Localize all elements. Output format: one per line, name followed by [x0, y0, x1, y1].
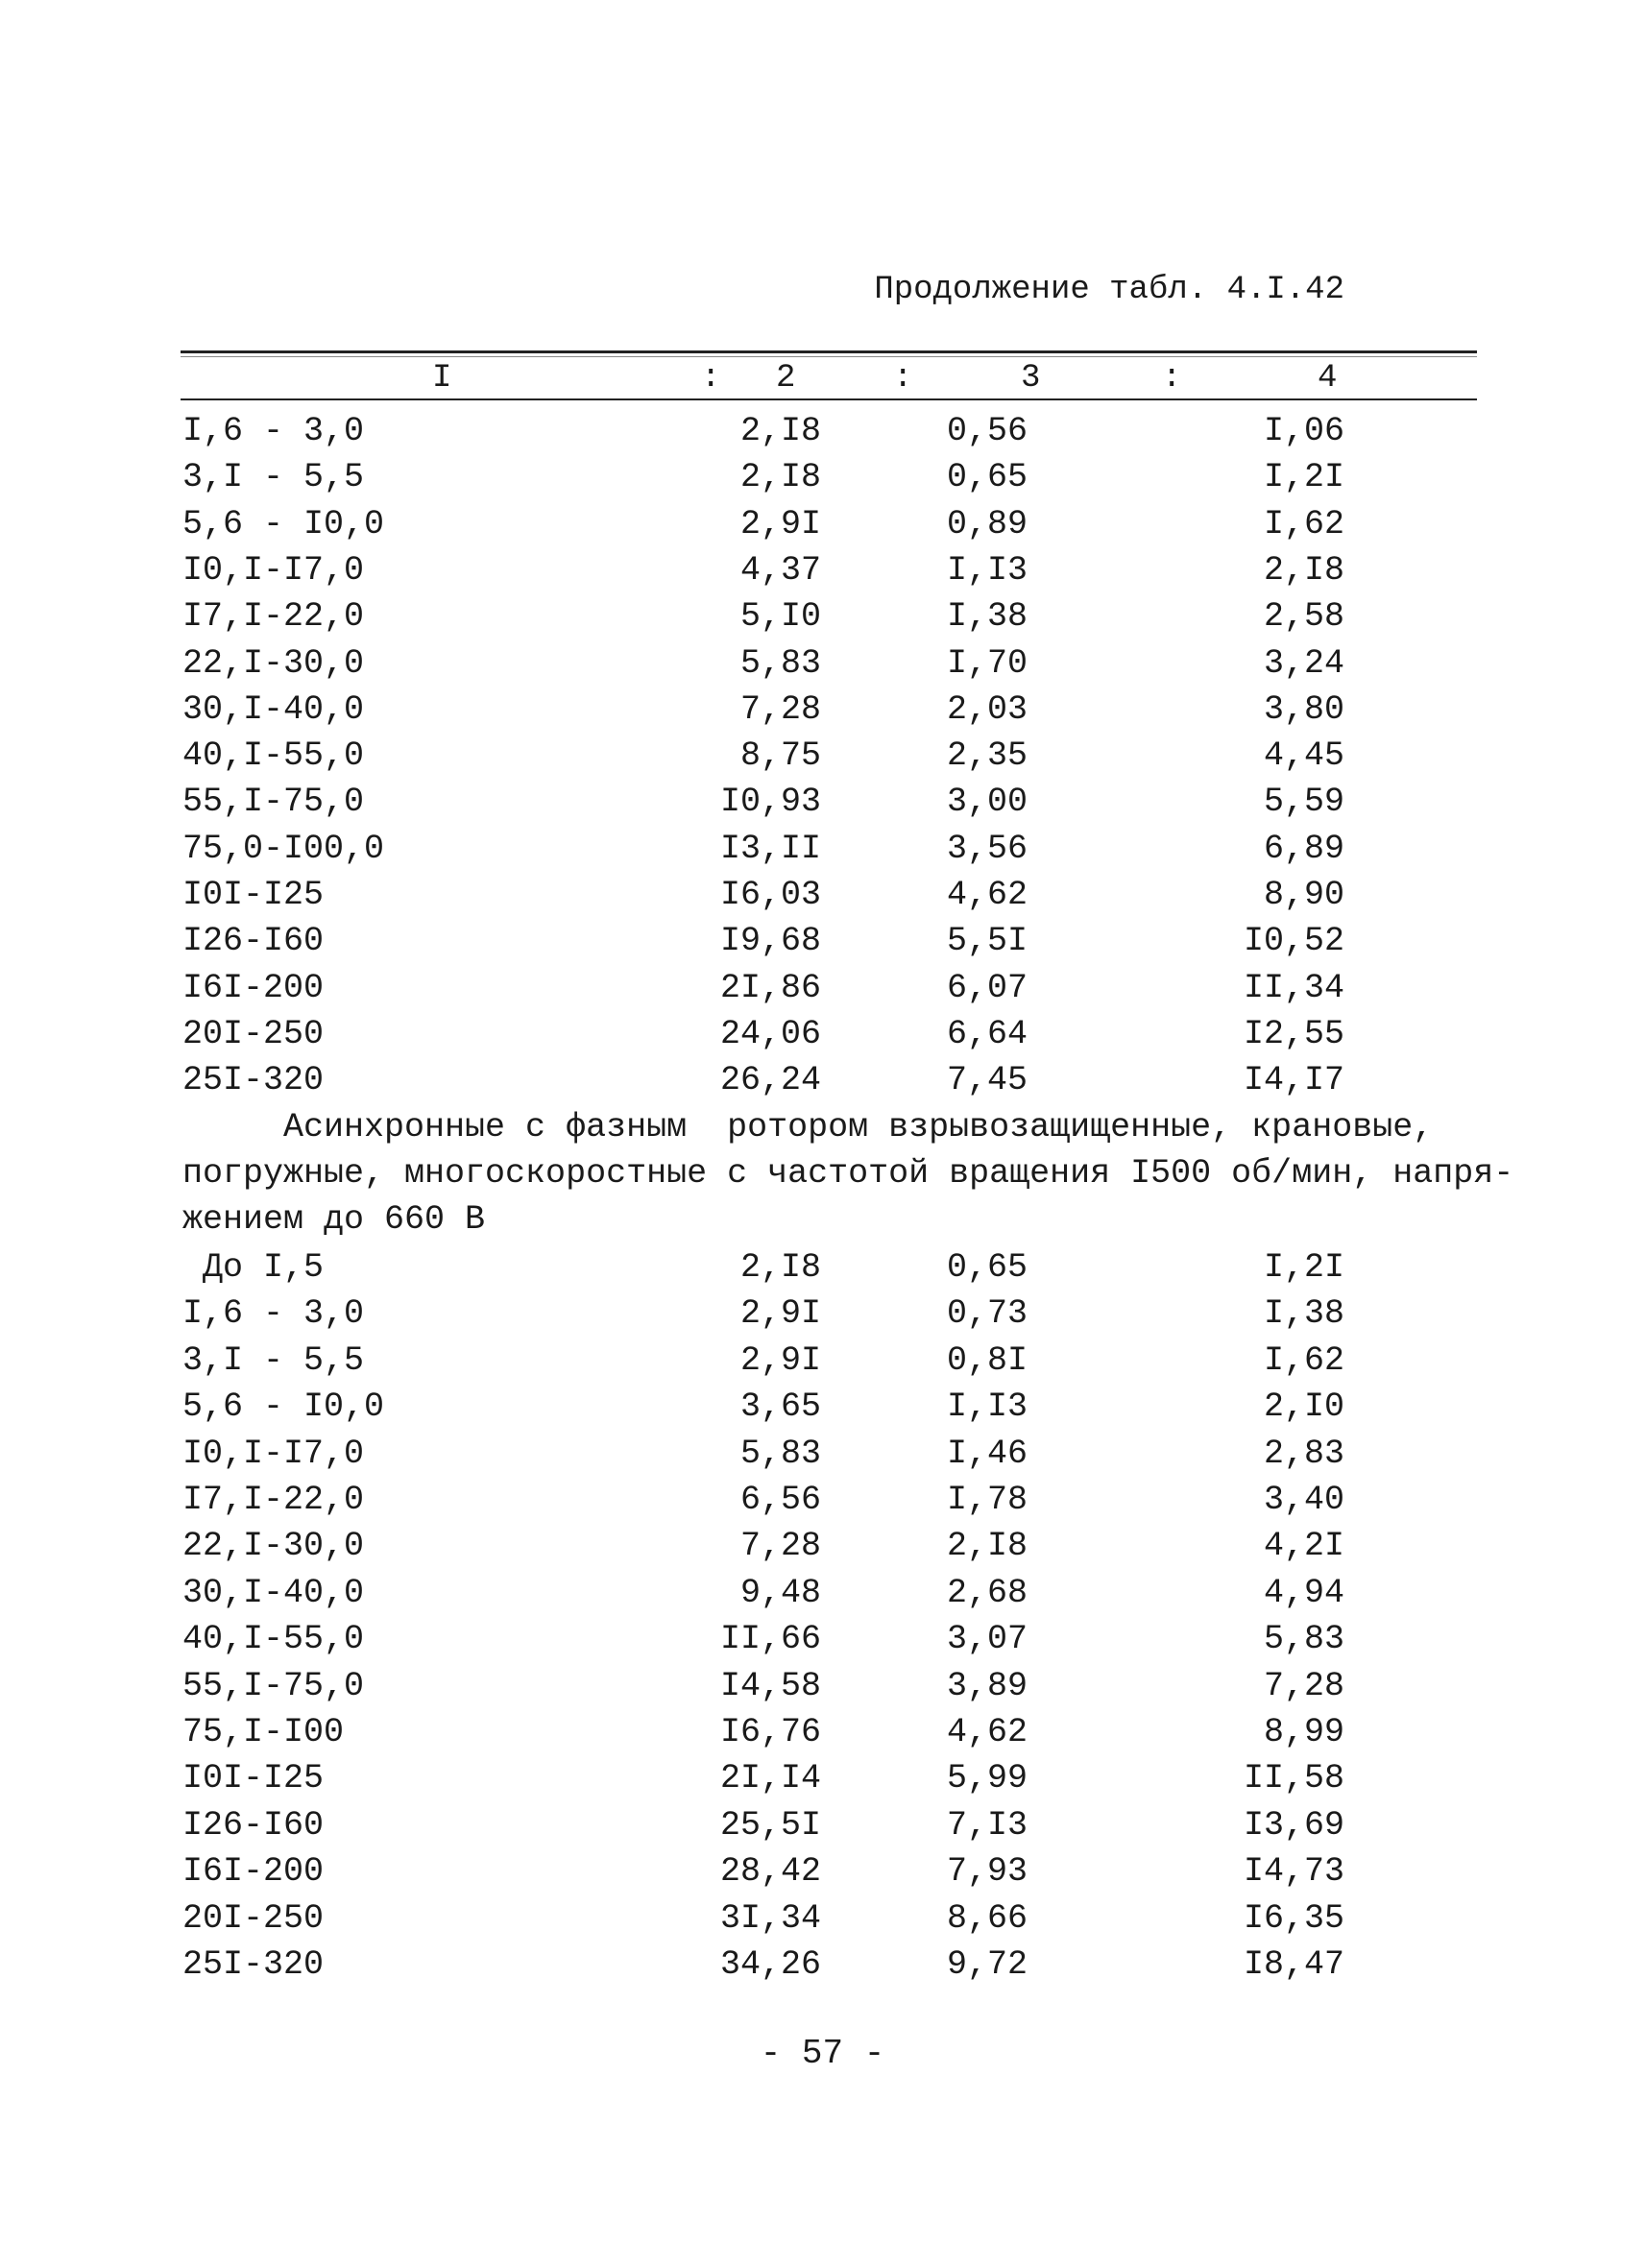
cell-col-4: 5,59: [1263, 783, 1344, 822]
cell-col-2: 25,5I: [719, 1805, 821, 1845]
cell-col-1: 5,6 - I0,0: [182, 504, 385, 543]
cell-col-3: 2,03: [946, 689, 1028, 729]
cell-col-1: 20I-250: [182, 1014, 325, 1053]
cell-col-2: I3,II: [719, 829, 821, 868]
header-col-3: 3: [1021, 360, 1041, 397]
table-row: [0, 1244, 1645, 1291]
cell-col-3: 6,64: [946, 1014, 1028, 1053]
cell-col-3: I,38: [946, 597, 1028, 637]
cell-col-2: 2,I8: [739, 458, 821, 497]
header-sep-1: :: [701, 360, 721, 397]
cell-col-3: 3,56: [946, 829, 1028, 868]
cell-col-2: 5,I0: [739, 597, 821, 637]
cell-col-1: 25I-320: [182, 1945, 325, 1984]
cell-col-2: 2,9I: [739, 1294, 821, 1334]
cell-col-2: 2,I8: [739, 1248, 821, 1287]
cell-col-2: 2I,86: [719, 968, 821, 1007]
cell-col-4: 4,45: [1263, 736, 1344, 776]
cell-col-4: 4,2I: [1263, 1527, 1344, 1566]
table-row: [0, 1895, 1645, 1942]
cell-col-2: I9,68: [719, 922, 821, 961]
cell-col-2: 2,I8: [739, 412, 821, 450]
table-caption: Продолжение табл. 4.I.42: [874, 272, 1344, 308]
cell-col-4: I,2I: [1263, 458, 1344, 497]
cell-col-2: 7,28: [739, 1527, 821, 1566]
table-row: [0, 826, 1645, 872]
table-row: [0, 918, 1645, 964]
cell-col-3: 0,8I: [946, 1340, 1028, 1380]
cell-col-4: I4,73: [1243, 1852, 1344, 1892]
cell-col-1: 5,6 - I0,0: [182, 1387, 385, 1427]
cell-col-2: 2,9I: [739, 1340, 821, 1380]
cell-col-2: 28,42: [719, 1852, 821, 1892]
cell-col-4: I3,69: [1243, 1805, 1344, 1845]
table-row: [0, 1755, 1645, 1801]
cell-col-4: I,06: [1263, 412, 1344, 450]
table-top-rule-thin: [181, 356, 1477, 357]
table-row: [0, 1291, 1645, 1337]
table-row: [0, 965, 1645, 1011]
cell-col-1: 25I-320: [182, 1061, 325, 1100]
table-row: [0, 1384, 1645, 1430]
cell-col-3: 4,62: [946, 1713, 1028, 1751]
table-row: [0, 872, 1645, 918]
cell-col-4: I0,52: [1243, 922, 1344, 961]
header-col-2: 2: [776, 360, 796, 397]
cell-col-4: 2,83: [1263, 1434, 1344, 1473]
cell-col-1: 30,I-40,0: [182, 1573, 365, 1612]
table-row: [0, 1942, 1645, 1988]
cell-col-1: I0I-I25: [182, 1759, 325, 1798]
cell-col-1: До I,5: [182, 1248, 325, 1287]
cell-col-1: I0I-I25: [182, 876, 325, 914]
cell-col-1: 75,I-I00: [182, 1713, 345, 1751]
table-row: [0, 1802, 1645, 1848]
cell-col-1: I26-I60: [182, 922, 325, 961]
cell-col-1: 55,I-75,0: [182, 783, 365, 822]
table-row: [0, 547, 1645, 593]
cell-col-3: 8,66: [946, 1898, 1028, 1938]
cell-col-2: 24,06: [719, 1014, 821, 1053]
cell-col-1: I,6 - 3,0: [182, 412, 365, 450]
cell-col-4: 3,24: [1263, 643, 1344, 683]
cell-col-2: I6,76: [719, 1713, 821, 1751]
header-col-1: I: [432, 360, 452, 397]
table-row: [0, 1663, 1645, 1709]
cell-col-1: I6I-200: [182, 1852, 325, 1892]
table-row: [0, 501, 1645, 547]
cell-col-3: 7,I3: [946, 1805, 1028, 1845]
cell-col-3: I,I3: [946, 1387, 1028, 1427]
table-row: [0, 1523, 1645, 1569]
cell-col-2: 26,24: [719, 1061, 821, 1100]
cell-col-3: 3,89: [946, 1666, 1028, 1705]
cell-col-4: 2,58: [1263, 597, 1344, 637]
header-col-4: 4: [1318, 360, 1338, 397]
header-sep-3: :: [1162, 360, 1182, 397]
cell-col-4: I,62: [1263, 504, 1344, 543]
cell-col-3: I,70: [946, 643, 1028, 683]
cell-col-2: 9,48: [739, 1573, 821, 1612]
cell-col-1: I7,I-22,0: [182, 1481, 365, 1519]
cell-col-3: 0,65: [946, 458, 1028, 497]
cell-col-3: I,78: [946, 1481, 1028, 1519]
cell-col-3: I,46: [946, 1434, 1028, 1473]
table-row: [0, 1431, 1645, 1477]
cell-col-1: 3,I - 5,5: [182, 458, 365, 497]
table-row: [0, 408, 1645, 454]
table-row: [0, 1057, 1645, 1103]
cell-col-2: II,66: [719, 1620, 821, 1659]
page-number: - 57 -: [760, 2034, 885, 2073]
cell-col-3: 9,72: [946, 1945, 1028, 1984]
cell-col-4: I4,I7: [1243, 1061, 1344, 1100]
table-row: [0, 687, 1645, 733]
header-sep-2: :: [893, 360, 913, 397]
section-heading: [182, 1104, 1514, 1243]
cell-col-3: 0,89: [946, 504, 1028, 543]
cell-col-4: 3,40: [1263, 1481, 1344, 1519]
cell-col-2: 5,83: [739, 643, 821, 683]
table-row: [0, 1616, 1645, 1662]
table-row: [0, 1848, 1645, 1894]
table-row: [0, 733, 1645, 779]
cell-col-1: I7,I-22,0: [182, 597, 365, 637]
cell-col-2: 2I,I4: [719, 1759, 821, 1798]
table-row: [0, 1709, 1645, 1755]
cell-col-1: I0,I-I7,0: [182, 550, 365, 590]
cell-col-3: 2,35: [946, 736, 1028, 776]
cell-col-3: 2,I8: [946, 1527, 1028, 1566]
cell-col-1: 55,I-75,0: [182, 1666, 365, 1705]
cell-col-1: I6I-200: [182, 968, 325, 1007]
cell-col-3: 7,93: [946, 1852, 1028, 1892]
cell-col-1: 3,I - 5,5: [182, 1340, 365, 1380]
cell-col-1: I26-I60: [182, 1805, 325, 1845]
cell-col-4: 7,28: [1263, 1666, 1344, 1705]
cell-col-4: 2,I0: [1263, 1387, 1344, 1427]
cell-col-4: I,62: [1263, 1340, 1344, 1380]
cell-col-3: 5,5I: [946, 922, 1028, 961]
cell-col-2: 6,56: [739, 1481, 821, 1519]
cell-col-3: 0,73: [946, 1294, 1028, 1334]
cell-col-4: I2,55: [1243, 1014, 1344, 1053]
cell-col-3: 5,99: [946, 1759, 1028, 1798]
cell-col-1: 20I-250: [182, 1898, 325, 1938]
section-line-1: Асинхронные с фазным ротором взрывозащищенные, крановые,: [182, 1108, 1434, 1146]
cell-col-2: 3,65: [739, 1387, 821, 1427]
cell-col-4: I8,47: [1243, 1945, 1344, 1984]
header-bottom-rule: [181, 398, 1477, 400]
table-row: [0, 1570, 1645, 1616]
cell-col-3: 3,00: [946, 783, 1028, 822]
cell-col-2: I0,93: [719, 783, 821, 822]
cell-col-1: 40,I-55,0: [182, 736, 365, 776]
cell-col-4: 5,83: [1263, 1620, 1344, 1659]
cell-col-2: 3I,34: [719, 1898, 821, 1938]
table-row: [0, 1338, 1645, 1384]
cell-col-4: 6,89: [1263, 829, 1344, 868]
cell-col-2: 5,83: [739, 1434, 821, 1473]
table-row: [0, 454, 1645, 500]
cell-col-2: 8,75: [739, 736, 821, 776]
cell-col-3: 6,07: [946, 968, 1028, 1007]
cell-col-2: 2,9I: [739, 504, 821, 543]
cell-col-3: 7,45: [946, 1061, 1028, 1100]
cell-col-4: 4,94: [1263, 1573, 1344, 1612]
cell-col-1: 30,I-40,0: [182, 689, 365, 729]
section-line-2: погружные, многоскоростные с частотой вращения I500 об/мин, напря-: [182, 1154, 1514, 1193]
cell-col-4: II,34: [1243, 968, 1344, 1007]
table-row: [0, 640, 1645, 687]
cell-col-4: II,58: [1243, 1759, 1344, 1798]
table-row: [0, 1011, 1645, 1057]
cell-col-3: 0,56: [946, 412, 1028, 450]
cell-col-1: I0,I-I7,0: [182, 1434, 365, 1473]
cell-col-3: 0,65: [946, 1248, 1028, 1287]
cell-col-3: 3,07: [946, 1620, 1028, 1659]
cell-col-2: I4,58: [719, 1666, 821, 1705]
table-row: [0, 593, 1645, 639]
cell-col-4: 2,I8: [1263, 550, 1344, 590]
cell-col-1: 22,I-30,0: [182, 1527, 365, 1566]
cell-col-2: 34,26: [719, 1945, 821, 1984]
table-row: [0, 1477, 1645, 1523]
cell-col-3: 4,62: [946, 876, 1028, 914]
cell-col-4: 8,90: [1263, 876, 1344, 914]
table-top-rule: [181, 350, 1477, 353]
cell-col-1: 40,I-55,0: [182, 1620, 365, 1659]
cell-col-2: 4,37: [739, 550, 821, 590]
cell-col-4: I,38: [1263, 1294, 1344, 1334]
cell-col-3: I,I3: [946, 550, 1028, 590]
cell-col-4: I,2I: [1263, 1248, 1344, 1287]
cell-col-4: I6,35: [1243, 1898, 1344, 1938]
table-row: [0, 779, 1645, 825]
cell-col-1: I,6 - 3,0: [182, 1294, 365, 1334]
cell-col-4: 3,80: [1263, 689, 1344, 729]
cell-col-2: I6,03: [719, 876, 821, 914]
section-line-3: жением до 660 В: [182, 1200, 486, 1239]
cell-col-3: 2,68: [946, 1573, 1028, 1612]
cell-col-1: 22,I-30,0: [182, 643, 365, 683]
cell-col-2: 7,28: [739, 689, 821, 729]
cell-col-4: 8,99: [1263, 1713, 1344, 1751]
cell-col-1: 75,0-I00,0: [182, 829, 385, 868]
